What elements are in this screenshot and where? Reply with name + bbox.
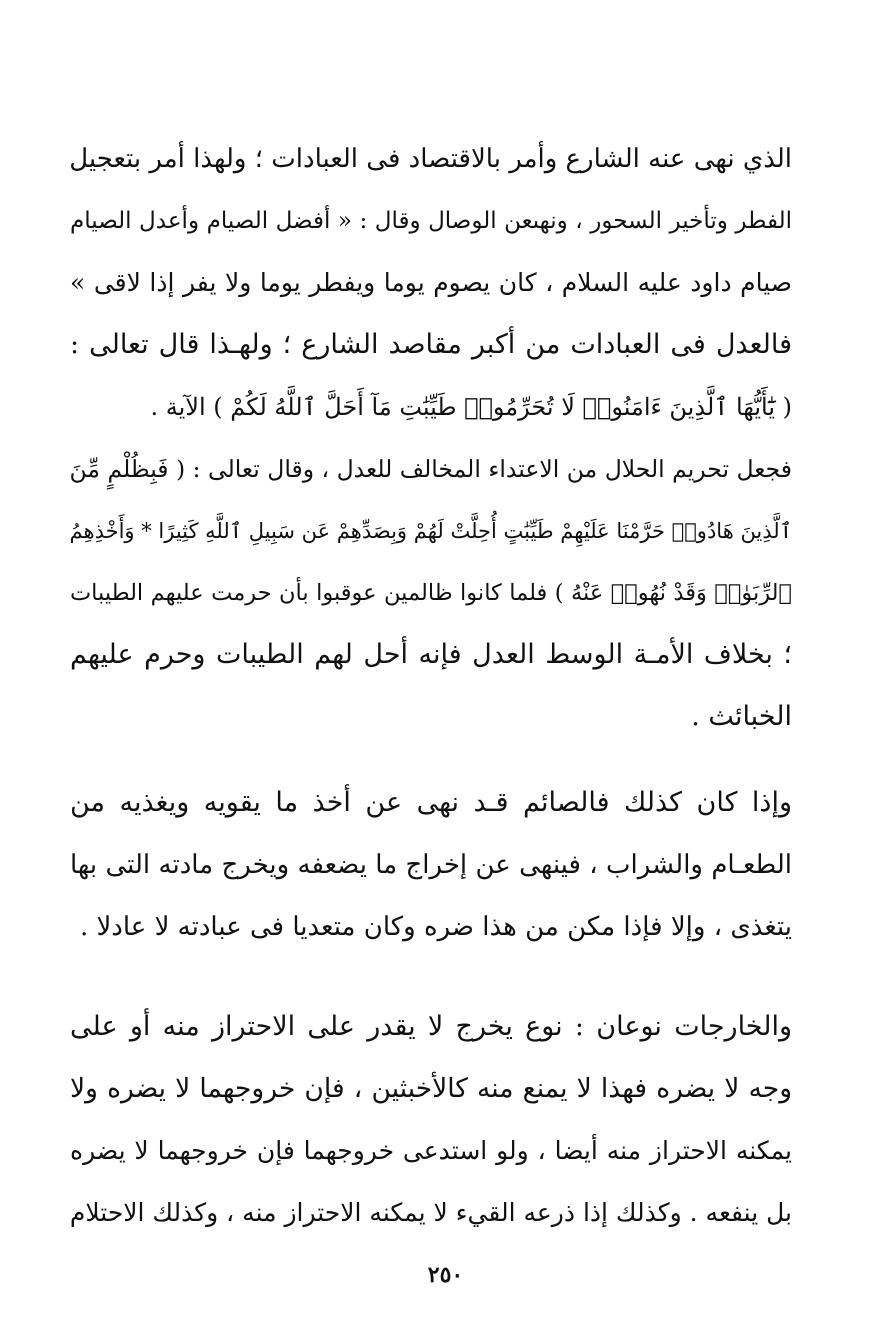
text-line: الطعـام والشراب ، فينهى عن إخراج ما يضعفه ويخرج مادته التى بها (70, 850, 792, 880)
text-line: الذي نهى عنه الشارع وأمر بالاقتصاد فى العبادات ؛ ولهذا أمر بتعجيل (69, 144, 792, 174)
text-line: الفطر وتأخير السحور ، ونهىعن الوصال وقال : « أفضل الصيام وأعدل الصيام (70, 208, 792, 234)
text-line: بل ينفعه . وكذلك إذا ذرعه القيء لا يمكنه الاحتراز منه ، وكذلك الاحتلام (69, 1198, 792, 1227)
text-line: يمكنه الاحتراز منه أيضا ، ولو استدعى خروجهما فإن خروجهما لا يضره (70, 1136, 792, 1165)
page-number: ٢٥٠ (427, 1262, 464, 1288)
text-line: والخارجات نوعان : نوع يخرج لا يقدر على الاحتراز منه أو على (70, 1011, 792, 1042)
text-line: الخبائث . (691, 701, 792, 732)
paragraph-1 (70, 128, 792, 748)
text-line: ؛ بخلاف الأمـة الوسط العدل فإنه أحل لهم الطيبات وحرم عليهم (70, 639, 792, 670)
quran-verse-line: ( يَٰٓأَيُّهَا ٱلَّذِينَ ءَامَنُوا۟ لَا تُحَرِّمُوا۟ طَيِّبَٰتِ مَآ أَحَلَّ ٱللَّهُ لَكُمْ ) الآية . (150, 393, 792, 421)
quran-verse-line: ٱلَّذِينَ هَادُوا۟ حَرَّمْنَا عَلَيْهِمْ طَيِّبَٰتٍ أُحِلَّتْ لَهُمْ وَبِصَدِّهِمْ عَن سَبِيلِ ٱللَّهِ كَثِيرًا * وَأَخْذِهِمُ (69, 519, 792, 543)
paragraph-2 (70, 772, 792, 962)
paragraph-3 (70, 996, 792, 1246)
text-line: وإذا كان كذلك فالصائم قـد نهى عن أخذ ما يقويه ويغذيه من (70, 787, 792, 818)
text-line: صيام داود عليه السلام ، كان يصوم يوما ويفطر يوما ولا يفر إذا لاقى » (70, 268, 792, 297)
text-line: وجه لا يضره فهذا لا يمنع منه كالأخبثين ، فإن خروجهما لا يضره ولا (70, 1073, 792, 1104)
text-line: ٱلرِّبَوٰا۟ وَقَدْ نُهُوا۟ عَنْهُ ) فلما كانوا ظالمين عوقبوا بأن حرمت عليهم الطيبات (70, 580, 792, 606)
text-line: فالعدل فى العبادات من أكبر مقاصد الشارع ؛ ولهـذا قال تعالى : (70, 329, 792, 360)
text-line: يتغذى ، وإلا فإذا مكن من هذا ضره وكان متعديا فى عبادته لا عادلا . (79, 912, 792, 942)
text-line: فجعل تحريم الحلال من الاعتداء المخالف للعدل ، وقال تعالى : ( فَبِظُلْمٍ مِّنَ (69, 455, 792, 483)
